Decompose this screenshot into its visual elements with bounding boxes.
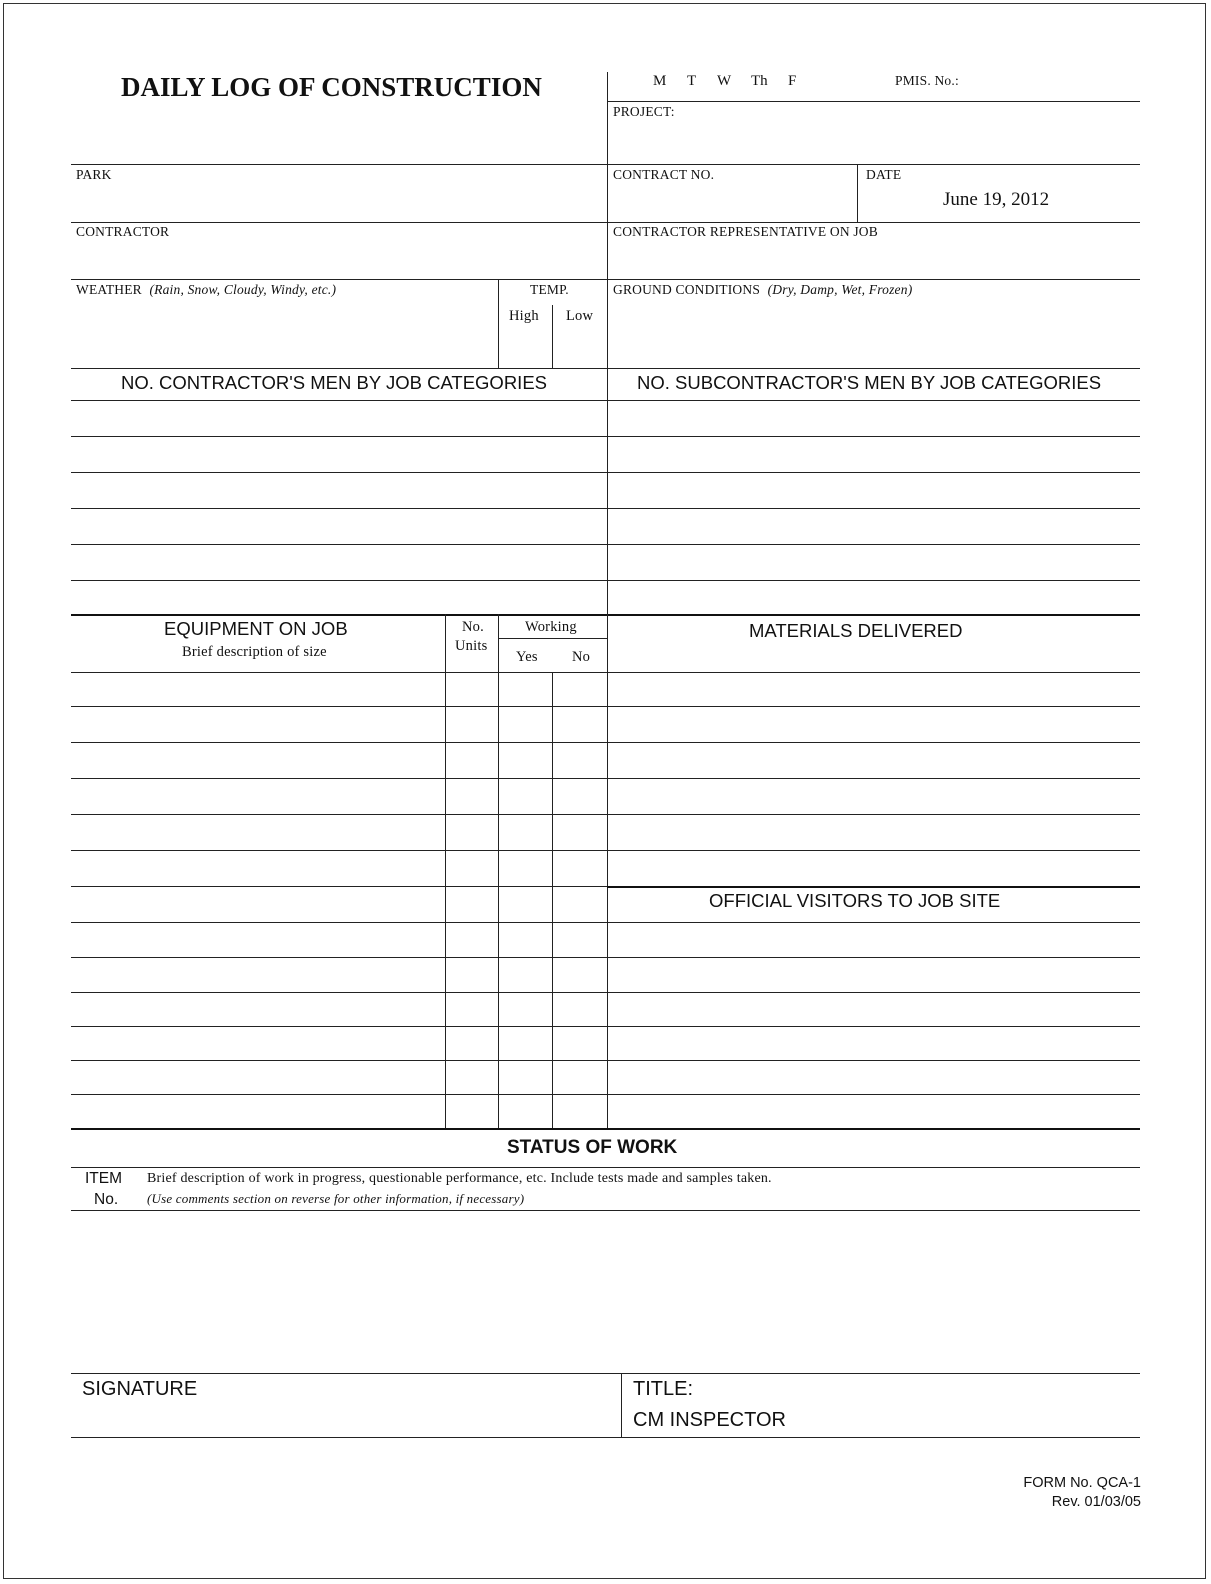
- temp-low-label: Low: [566, 308, 594, 324]
- row-line: [71, 368, 1140, 369]
- men-row-line: [71, 544, 1140, 545]
- equipment-row-line: [71, 1060, 1140, 1061]
- equipment-row-line: [71, 886, 608, 887]
- ground-label-text: GROUND CONDITIONS: [613, 282, 761, 297]
- equipment-row-line: [71, 778, 1140, 779]
- row-line: [71, 279, 1140, 280]
- visitors-heading: OFFICIAL VISITORS TO JOB SITE: [709, 890, 1001, 911]
- form-title: DAILY LOG OF CONSTRUCTION: [121, 72, 542, 102]
- units-label: Units: [455, 638, 488, 654]
- row-line: [71, 222, 1140, 223]
- signature-divider: [621, 1373, 622, 1437]
- day-wednesday[interactable]: W: [717, 73, 732, 89]
- equipment-row-line: [71, 850, 1140, 851]
- working-no-label: No: [572, 649, 591, 665]
- working-yes-label: Yes: [516, 649, 538, 665]
- form-number: FORM No. QCA-1: [1023, 1475, 1141, 1491]
- contractor-label: CONTRACTOR: [76, 224, 170, 239]
- project-label: PROJECT:: [613, 104, 675, 119]
- header-divider: [607, 72, 608, 166]
- date-field[interactable]: June 19, 2012: [943, 189, 1050, 210]
- equipment-row-line: [71, 992, 1140, 993]
- row-line: [71, 164, 1140, 165]
- date-divider: [857, 164, 858, 222]
- item-no-label: No.: [94, 1191, 119, 1208]
- status-rule: [71, 1167, 1140, 1168]
- men-row-line: [71, 436, 1140, 437]
- men-row-line: [71, 472, 1140, 473]
- title-label: TITLE:: [633, 1378, 694, 1400]
- day-tuesday[interactable]: T: [687, 73, 697, 89]
- yes-no-divider: [552, 672, 553, 1130]
- no-units-label: No.: [462, 619, 484, 635]
- equipment-subheading: Brief description of size: [182, 644, 327, 660]
- temp-divider-mid: [552, 305, 553, 368]
- contract-no-label: CONTRACT NO.: [613, 167, 715, 182]
- visitors-rule: [607, 886, 1140, 888]
- center-divider-men: [607, 368, 608, 616]
- center-divider-top: [607, 164, 608, 368]
- working-column-divider: [498, 614, 499, 1130]
- men-row-line: [71, 580, 1140, 581]
- signature-top-rule: [71, 1373, 1140, 1374]
- materials-heading: MATERIALS DELIVERED: [749, 620, 963, 641]
- status-description: Brief description of work in progress, questionable performance, etc. Include tests made and samples taken.: [147, 1171, 772, 1186]
- equipment-row-line: [71, 742, 1140, 743]
- section-rule: [71, 1128, 1140, 1130]
- equipment-row-line: [71, 672, 1140, 673]
- equipment-row-line: [71, 922, 1140, 923]
- temp-high-label: High: [509, 308, 539, 324]
- page-frame: [3, 3, 1206, 1579]
- temp-label: TEMP.: [530, 282, 569, 297]
- equipment-row-line: [71, 706, 1140, 707]
- day-friday[interactable]: F: [788, 73, 797, 89]
- signature-bottom-rule: [71, 1437, 1140, 1438]
- day-monday[interactable]: M: [653, 73, 667, 89]
- ground-label: [613, 282, 912, 298]
- men-row-line: [71, 400, 1140, 401]
- title-value: CM INSPECTOR: [633, 1409, 786, 1431]
- item-label: ITEM: [85, 1170, 123, 1187]
- subcontractor-men-heading: NO. SUBCONTRACTOR'S MEN BY JOB CATEGORIES: [637, 372, 1102, 393]
- pmis-underline: [607, 101, 1140, 102]
- weather-label: [76, 282, 336, 298]
- signature-label: SIGNATURE: [82, 1378, 198, 1400]
- status-rule: [71, 1210, 1140, 1211]
- equipment-row-line: [71, 814, 1140, 815]
- park-label: PARK: [76, 167, 112, 182]
- equipment-row-line: [71, 957, 1140, 958]
- section-rule: [71, 614, 1140, 616]
- contractor-rep-label: CONTRACTOR REPRESENTATIVE ON JOB: [613, 224, 878, 239]
- pmis-label: PMIS. No.:: [895, 73, 959, 88]
- form-revision: Rev. 01/03/05: [1051, 1494, 1141, 1510]
- equipment-row-line: [71, 1026, 1140, 1027]
- working-underline: [498, 638, 607, 639]
- day-thursday[interactable]: Th: [751, 73, 768, 89]
- contractor-men-heading: NO. CONTRACTOR'S MEN BY JOB CATEGORIES: [121, 372, 548, 393]
- units-column-divider: [445, 614, 446, 1130]
- date-label: DATE: [866, 167, 902, 182]
- working-label: Working: [525, 619, 577, 635]
- men-row-line: [71, 508, 1140, 509]
- temp-divider-left: [498, 279, 499, 368]
- status-heading: STATUS OF WORK: [507, 1137, 678, 1158]
- equipment-heading: EQUIPMENT ON JOB: [164, 618, 348, 639]
- center-divider-equipment: [607, 614, 608, 1130]
- ground-hint: (Dry, Damp, Wet, Frozen): [767, 282, 913, 297]
- weather-label-text: WEATHER: [76, 282, 142, 297]
- equipment-row-line: [71, 1094, 1140, 1095]
- status-note: (Use comments section on reverse for other information, if necessary): [147, 1191, 525, 1206]
- weather-hint: (Rain, Snow, Cloudy, Windy, etc.): [149, 282, 337, 297]
